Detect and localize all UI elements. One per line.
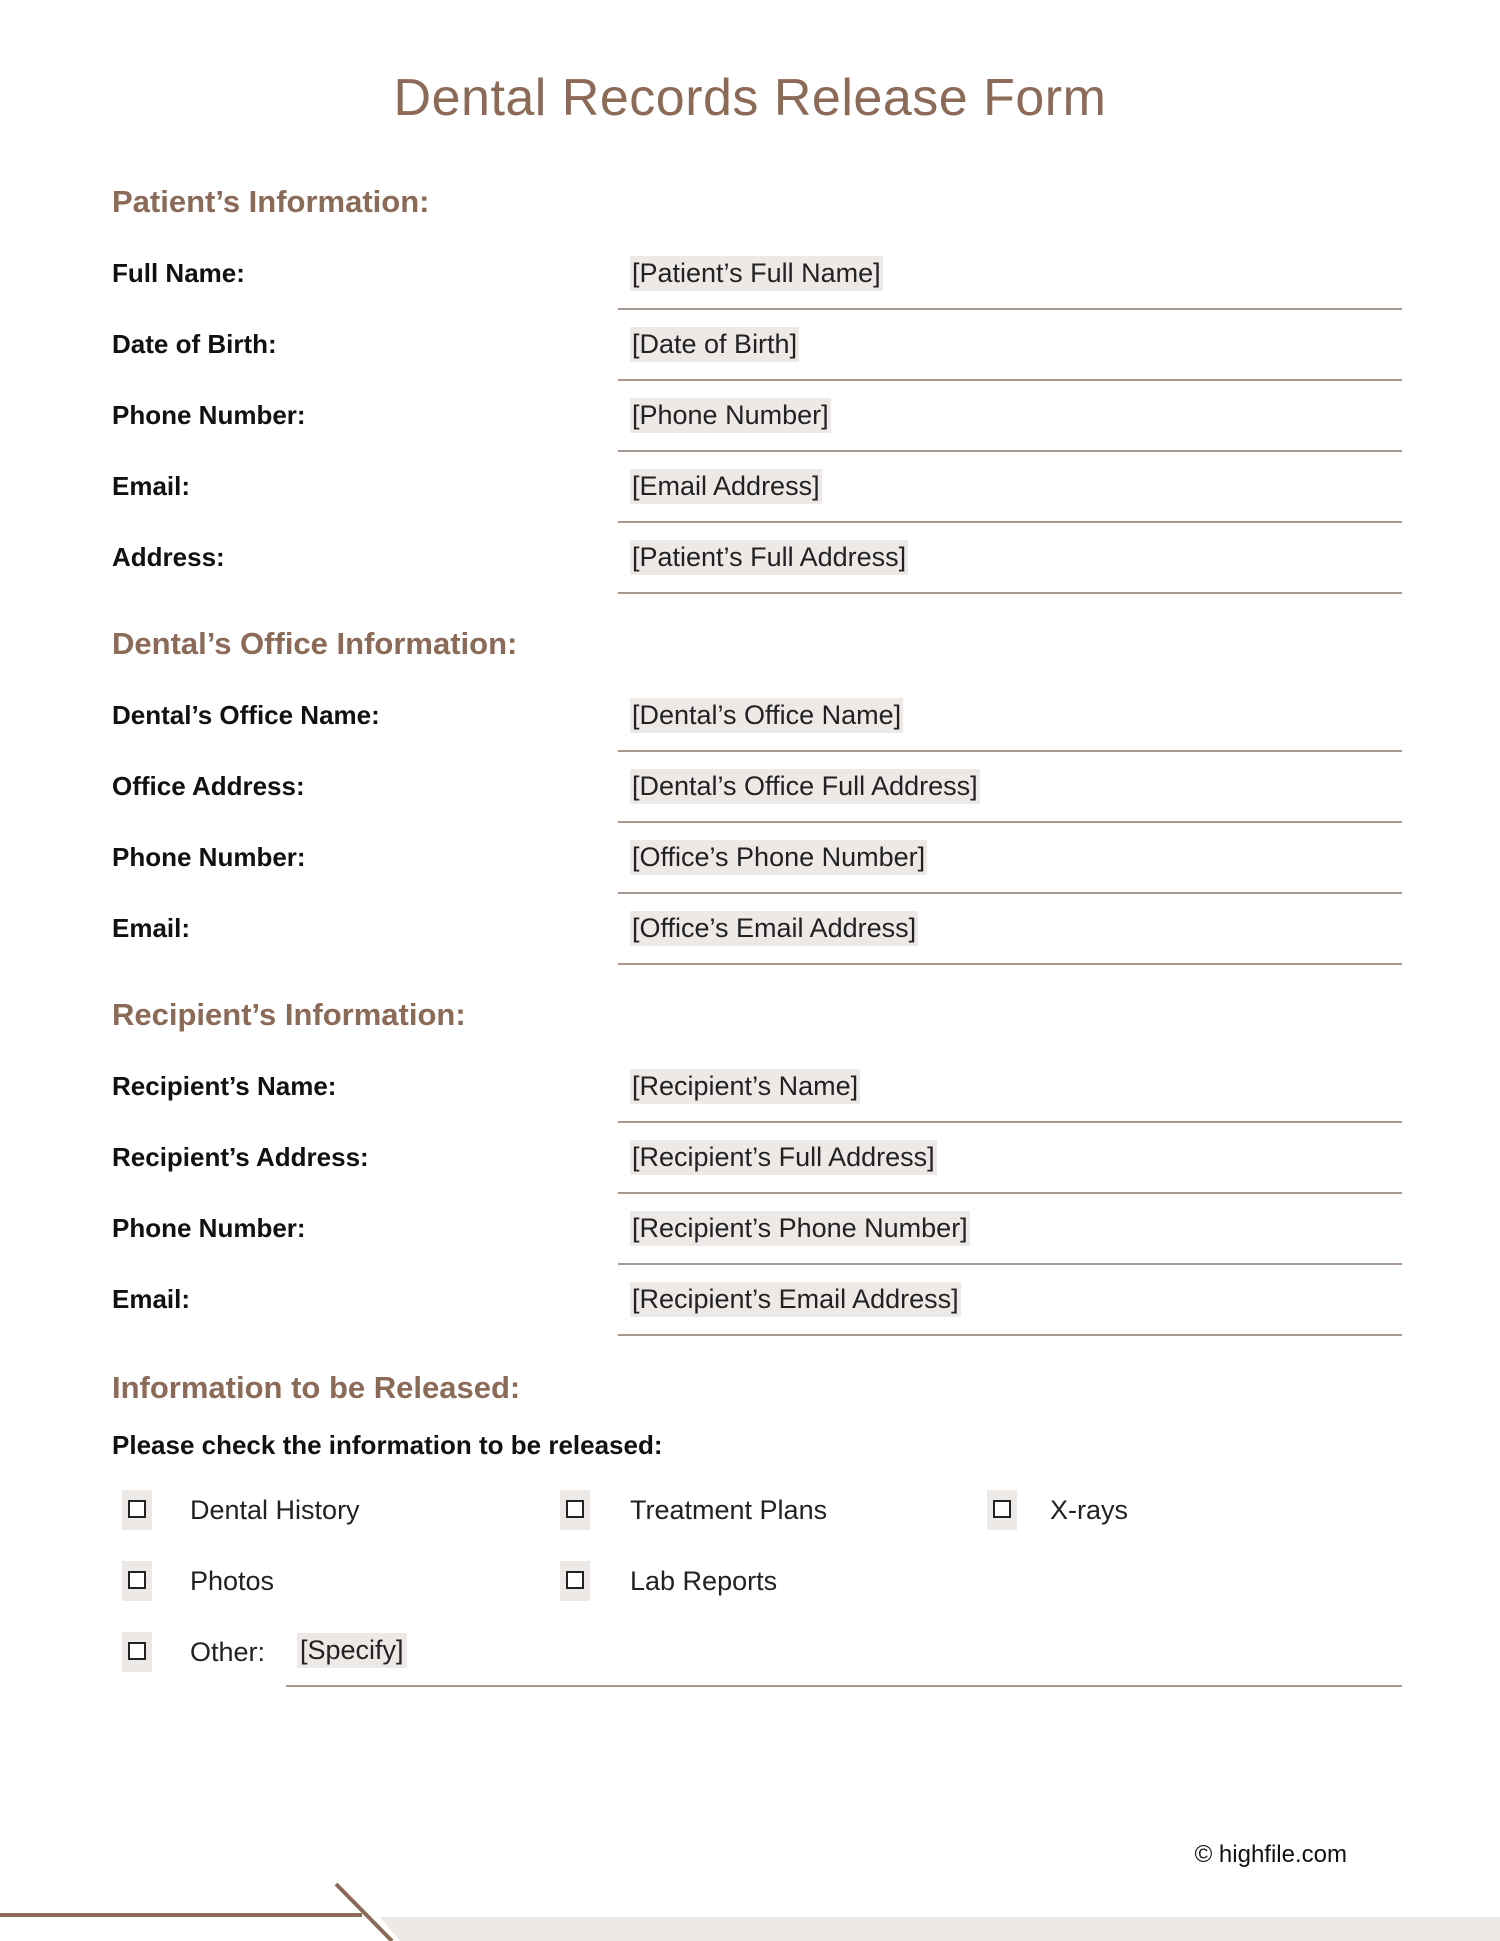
release-instruction: Please check the information to be released:: [112, 1430, 663, 1460]
form-row-address: [0, 522, 1500, 593]
checkbox-label: Other:: [190, 1637, 266, 1667]
field-label: Full Name:: [112, 258, 245, 288]
field-label: Recipient’s Address:: [112, 1142, 369, 1172]
footer-decoration: [0, 1870, 1500, 1941]
field-value: [Patient’s Full Name]: [630, 256, 883, 291]
office-name-field[interactable]: [618, 680, 1402, 752]
recipient-address-field[interactable]: [618, 1122, 1402, 1194]
section-heading-recipient: Recipient’s Information:: [112, 997, 466, 1032]
field-value: [Dental’s Office Name]: [630, 698, 903, 733]
footer-diagonal: [336, 1884, 392, 1941]
field-label: Date of Birth:: [112, 329, 277, 359]
form-row-office-address: [0, 751, 1500, 822]
form-row-phone-number: [0, 380, 1500, 451]
form-row-office-name: [0, 680, 1500, 751]
field-label: Email:: [112, 1284, 191, 1314]
field-value: [Patient’s Full Address]: [630, 540, 908, 575]
form-row-office-email: [0, 893, 1500, 964]
form-row-recipient-phone: [0, 1193, 1500, 1264]
field-value: [Office’s Email Address]: [630, 911, 918, 946]
form-row-full-name: [0, 238, 1500, 309]
field-value: [Office’s Phone Number]: [630, 840, 927, 875]
full-name-field[interactable]: [618, 238, 1402, 310]
address-field[interactable]: [618, 522, 1402, 594]
field-value: [Email Address]: [630, 469, 822, 504]
office-email-field[interactable]: [618, 893, 1402, 965]
field-label: Email:: [112, 913, 191, 943]
section-heading-office: Dental’s Office Information:: [112, 626, 518, 661]
checkbox-label: Treatment Plans: [630, 1495, 828, 1525]
field-value: [Date of Birth]: [630, 327, 799, 362]
other-specify-input[interactable]: [Specify]: [297, 1633, 407, 1668]
section-heading-release: Information to be Released:: [112, 1370, 521, 1405]
checkbox-icon[interactable]: [987, 1490, 1017, 1530]
field-label: Office Address:: [112, 771, 305, 801]
form-row-date-of-birth: [0, 309, 1500, 380]
recipient-name-field[interactable]: [618, 1051, 1402, 1123]
checkbox-label: Dental History: [190, 1495, 360, 1525]
recipient-phone-field[interactable]: [618, 1193, 1402, 1265]
other-underline: [286, 1685, 1402, 1687]
email-field[interactable]: [618, 451, 1402, 523]
section-heading-patient: Patient’s Information:: [112, 184, 430, 219]
field-label: Phone Number:: [112, 842, 306, 872]
checkbox-icon[interactable]: [122, 1632, 152, 1672]
date-of-birth-field[interactable]: [618, 309, 1402, 381]
phone-number-field[interactable]: [618, 380, 1402, 452]
copyright-text: © highfile.com: [1194, 1841, 1347, 1868]
checkbox-label: Lab Reports: [630, 1566, 778, 1596]
checkbox-icon[interactable]: [560, 1490, 590, 1530]
field-value: [Recipient’s Phone Number]: [630, 1211, 970, 1246]
field-value: [Recipient’s Email Address]: [630, 1282, 961, 1317]
checkbox-icon[interactable]: [122, 1561, 152, 1601]
form-row-recipient-name: [0, 1051, 1500, 1122]
checkbox-icon[interactable]: [560, 1561, 590, 1601]
field-label: Recipient’s Name:: [112, 1071, 337, 1101]
form-row-recipient-email: [0, 1264, 1500, 1335]
checkbox-icon[interactable]: [122, 1490, 152, 1530]
recipient-email-field[interactable]: [618, 1264, 1402, 1336]
checkbox-label: X-rays: [1050, 1495, 1129, 1525]
field-value: [Dental’s Office Full Address]: [630, 769, 980, 804]
field-label: Address:: [112, 542, 225, 572]
field-value: [Recipient’s Name]: [630, 1069, 860, 1104]
office-address-field[interactable]: [618, 751, 1402, 823]
field-value: [Phone Number]: [630, 398, 831, 433]
form-row-office-phone: [0, 822, 1500, 893]
field-label: Phone Number:: [112, 1213, 306, 1243]
field-label: Email:: [112, 471, 191, 501]
page-title: Dental Records Release Form: [393, 69, 1107, 127]
form-row-email: [0, 451, 1500, 522]
checkbox-label: Photos: [190, 1566, 275, 1596]
form-row-recipient-address: [0, 1122, 1500, 1193]
office-phone-field[interactable]: [618, 822, 1402, 894]
field-label: Phone Number:: [112, 400, 306, 430]
field-value: [Recipient’s Full Address]: [630, 1140, 937, 1175]
footer-band: [380, 1917, 1500, 1941]
field-label: Dental’s Office Name:: [112, 700, 380, 730]
